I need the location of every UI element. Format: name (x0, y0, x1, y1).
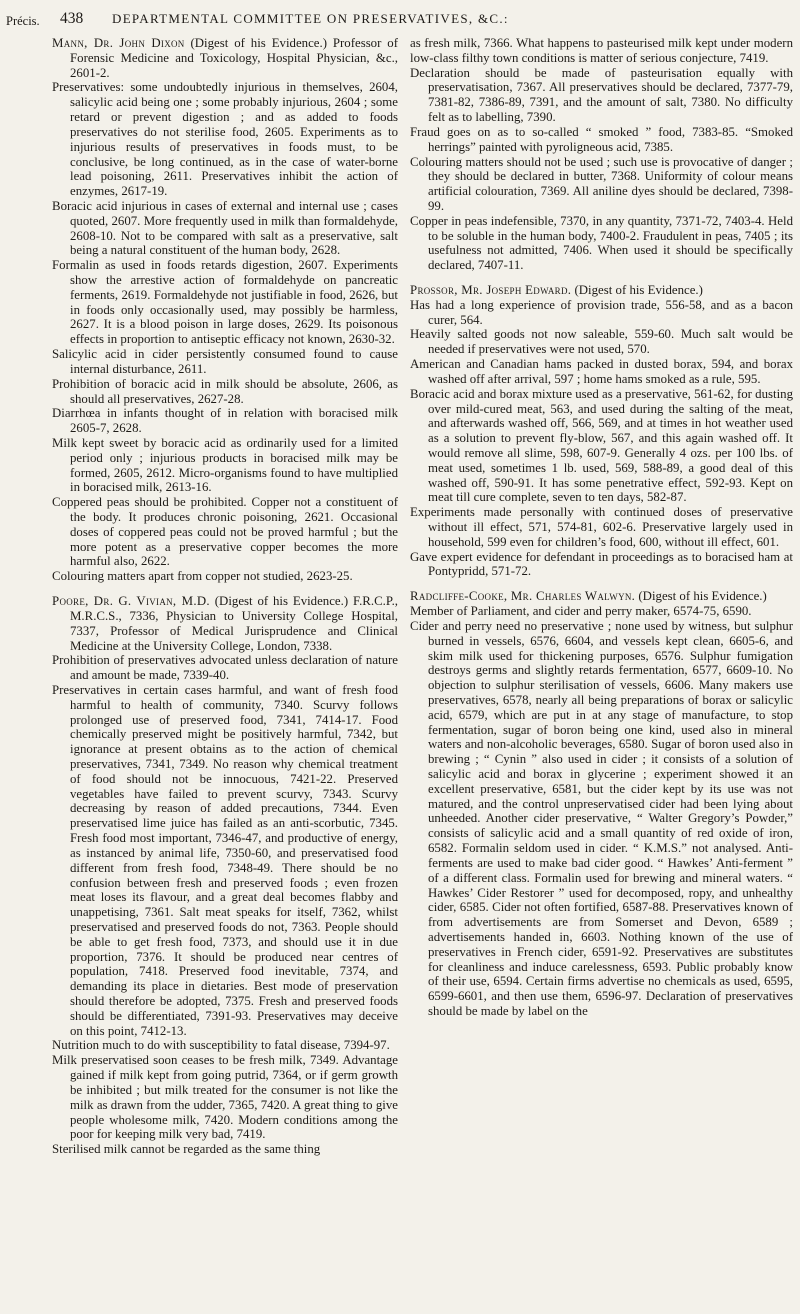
digest-paragraph: Diarrhœa in infants thought of in relation with boracised milk 2605-7, 2628. (52, 406, 398, 436)
witness-entry-heading (52, 594, 398, 653)
witness-name: Mann, Dr. John Dixon (52, 36, 185, 50)
page-header (0, 4, 800, 34)
witness-description: (Digest of his Evidence.) (571, 283, 703, 297)
digest-paragraph: Declaration should be made of pasteurisation equally with preservatisation, 7367. All preservatives should be declared, 7377-79, 7381-82, 7386-89, 7391, and the amount of salt, 7380. No difficulty felt as to labelling, 7390. (410, 65, 793, 125)
digest-paragraph: Sterilised milk cannot be regarded as the same thing (52, 1142, 321, 1157)
witness-name: Poore, Dr. G. Vivian, M.D. (52, 594, 210, 609)
digest-paragraph: Milk kept sweet by boracic acid as ordinarily used for a limited period only ; injurious products in boracised milk may be formed, 2605, 2612. Micro-organisms found to have multiplied in boracised milk, 2613-16. (52, 435, 398, 495)
digest-paragraph: Preservatives in certain cases harmful, and want of fresh food harmful to health of community, 7340. Scurvy follows prolonged use of preserved food, 7341, 7414-17. Food chemically preserved might be positively harmful, 7342, but ignorance at present obtains as to the action of chemical preservatives, 7341, 7349. No reason why chemical treatment of food should not be innocuous, 7421-22. Preserved vegetables have failed to prevent scurvy, 7343. Scurvy decreasing by reason of added precautions, 7344. Even preservatised lime juice has failed as an anti-scorbutic, 7345. Fresh food most important, 7346-47, and productive of energy, as instanced by animal life, 7350-60, and preservatised food different from fresh food, 7348-49. There should be no confusion between fresh and preserved foods ; even frozen meat loses its flavour, and a great deal becomes flabby and unappetising, 7361. Salt meat speaks for itself, 7362, whilst preservatised and preserved foods do not, 7363. People should be able to get fresh food, 7373, and should use it in due proportion, 7376. It should be produced near centres of population, 7418. Preserved food inevitable, 7374, and demanding its place in dietaries. Best mode of preservation should therefore be adopted, 7375. Fresh and preserved foods should be differentiated, 7391-93. Preservatives may deceive on this point, 7412-13. (52, 682, 398, 1038)
digest-paragraph: Salicylic acid in cider persistently consumed found to cause internal disturbance, 2611. (52, 347, 398, 376)
precis-label: Précis. (6, 14, 40, 28)
digest-paragraph: Colouring matters apart from copper not studied, 2623-25. (52, 569, 353, 584)
digest-paragraph: Gave expert evidence for defendant in proceedings as to boracised ham at Pontypridd, 571-72. (410, 549, 793, 579)
digest-paragraph: Boracic acid injurious in cases of external and internal use ; cases quoted, 2607. More frequently used in milk than formaldehyde, 2608-10. Not to be compared with salt as a preservative, salt being a natural constituent of the human body, 2628. (52, 198, 398, 258)
digest-paragraph: Boracic acid and borax mixture used as a preservative, 561-62, for dusting over mild-cured meat, 563, and used during the salting of the meat, and afterwards washed off, 566, 569, and at times in hot weather used as a solution to prevent fly-blow, 567, and this again washed off. It would remove all slime, 598, 607-9. Generally 4 ozs. per 100 lbs. of meat used, sometimes 1 lb. used, 569, 588-89, a good deal of this washed off, 590-91. It has some penetrative effect, 592-93. Kept on meat till cure complete, seven to ten days, 582-87. (410, 386, 793, 505)
digest-paragraph: Has had a long experience of provision trade, 556-58, and as a bacon curer, 564. (410, 297, 793, 327)
digest-paragraph: Colouring matters should not be used ; such use is provocative of danger ; they should be declared in butter, 7368. Uniformity of colour means artificial colouration, 7369. All aniline dyes should be declared, 7398-99. (410, 154, 793, 213)
witness-entry-heading (410, 283, 793, 298)
digest-paragraph: Cider and perry need no preservative ; none used by witness, but sulphur burned in vessels, 6576, 6604, and vessels kept clean, 6605-6, and skim milk used for thickening purposes, 6576. Sulphur fumigation destroys germs and slightly retards fermentation, 6577, 6609-10. No objection to sulphur sterilisation of vessels, 6606. Many makers use preservatives, 6578, nearly all being preparations of borax or salicylic acid, 6579, which are put in at any stage of manufacture, to stop fermentation, sugar of boron being one kind, used also in mineral waters and non-alcoholic beverages, 6580. Sugar of boron used also in brewing ; “ Cynin ” also used in cider ; it consists of a solution of salicylic acid and borax in glycerine ; experiment showed it an excellent preservative, 6581, but the cider kept by its use was not matured, and the control unpreservatised cider had been lying about unheeded. Another cider preservative, “ Walter Gregory’s Powder,” consists of salicylic acid and a small quantity of red oxide of iron, 6582. Formalin seldom used in cider. “ K.M.S.” not analysed. Anti-ferments are used to make bad cider good. “ Hawkes’ Anti-ferment ” of a different class. Formalin used for brewing and mineral waters. “ Hawkes’ Cider Restorer ” used for decomposed, ropy, and unhealthy cider, 6585. Cider not often fortified, 6587-88. Preservatives known of from advertisements are from Somerset and Devon, 6589 ; advertisements handed in, 6603. Nothing known of the use of preservatives in French cider, 6591-92. Preservatives are substitutes for cleanliness and induce carelessness, 6593. Public probably know of their use, 6594. Certain firms advertise no chemicals as used, 6595, 6599-6601, and then use them, 6596-97. Declaration of preservatives should be made by label on the (410, 618, 793, 1018)
right-column (410, 36, 793, 1308)
digest-paragraph: Fraud goes on as to so-called “ smoked ” food, 7383-85. “Smoked herrings” painted with pyroligneous acid, 7385. (410, 124, 793, 154)
witness-entry-heading (410, 589, 793, 604)
witness-description: (Digest of his Evidence.) (635, 589, 767, 604)
digest-paragraph: Prohibition of preservatives advocated unless declaration of nature and amount be made, 7339-40. (52, 653, 398, 683)
continued-paragraph: as fresh milk, 7366. What happens to pasteurised milk kept under modern low-class filthy town conditions is matter of serious conjecture, 7419. (410, 36, 793, 65)
witness-description: (Digest of his Evidence.) F.R.C.P., M.R.C.S., 7336, Physician to University College Hospital, 7337, Professor of Medical Jurisprudence and Clinical Medicine at the University College, London, 7338. (70, 594, 398, 653)
digest-paragraph: Milk preservatised soon ceases to be fresh milk, 7349. Advantage gained if milk kept from going putrid, 7364, or if germ growth be inhibited ; but milk treated for the consumer is not like the milk as drawn from the udder, 7365, 7420. A great thing to give people wholesome milk, 7420. Modern conditions among the poor for keeping milk very bad, 7419. (52, 1053, 398, 1142)
digest-paragraph: Copper in peas indefensible, 7370, in any quantity, 7371-72, 7403-4. Held to be soluble in the human body, 7400-2. Fraudulent in peas, 7405 ; its usefulness not admitted, 7406. When used it should be specifically declared, 7407-11. (410, 213, 793, 273)
witness-description: (Digest of his Evidence.) Professor of Forensic Medicine and Toxicology, Hospital Physician, &c., 2601-2. (70, 36, 398, 80)
witness-name: Radcliffe-Cooke, Mr. Charles Walwyn. (410, 589, 636, 604)
digest-paragraph: Preservatives: some undoubtedly injurious in themselves, 2604, salicylic acid being one ; some probably injurious, 2604 ; some retard or prevent digestion ; and as added to foods preservatives do not sterilise food, 2605. Experiments as to injurious results of preservatives in foods must, to be conclusive, be long continued, as in the case of water-borne lead poisoning, 2611. Preservatives inhibit the action of enzymes, 2617-19. (52, 80, 398, 199)
digest-paragraph: Nutrition much to do with susceptibility to fatal disease, 7394-97. (52, 1038, 390, 1053)
digest-paragraph: Experiments made personally with continued doses of preservative without ill effect, 571, 574-81, 602-6. Preservative largely used in household, 599 even for children’s food, 600, without ill effect, 601. (410, 505, 793, 549)
digest-paragraph: Heavily salted goods not now saleable, 559-60. Much salt would be needed if preservatives were not used, 570. (410, 327, 793, 357)
digest-paragraph: Member of Parliament, and cider and perry maker, 6574-75, 6590. (410, 604, 752, 619)
digest-paragraph: Formalin as used in foods retards digestion, 2607. Experiments show the arrestive action of formaldehyde on pancreatic ferments, 2619. Formaldehyde not justifiable in food, 2626, but in foods only occasionally used, may possibly be harmless, 2627. It is a blood poison in large doses, 2629. Its poisonous effects in proportion to antiseptic efficacy not known, 2630-32. (52, 258, 398, 347)
running-title: DEPARTMENTAL COMMITTEE ON PRESERVATIVES, &C.: (112, 11, 509, 26)
digest-paragraph: Prohibition of boracic acid in milk should be absolute, 2606, as should all preservatives, 2627-28. (52, 376, 398, 406)
witness-entry-heading (52, 36, 398, 80)
witness-name: Prossor, Mr. Joseph Edward. (410, 283, 572, 297)
left-column (52, 36, 398, 1308)
digest-paragraph: American and Canadian hams packed in dusted borax, 594, and borax washed off after arrival, 597 ; home hams smoked as a rule, 595. (410, 357, 793, 386)
digest-paragraph: Coppered peas should be prohibited. Copper not a constituent of the body. It produces chronic poisoning, 2621. Occasional doses of coppered peas could not be proved harmful ; but the more potent as a preservative copper becomes the more harmful also, 2622. (52, 495, 398, 569)
page-number: 438 (60, 10, 84, 27)
